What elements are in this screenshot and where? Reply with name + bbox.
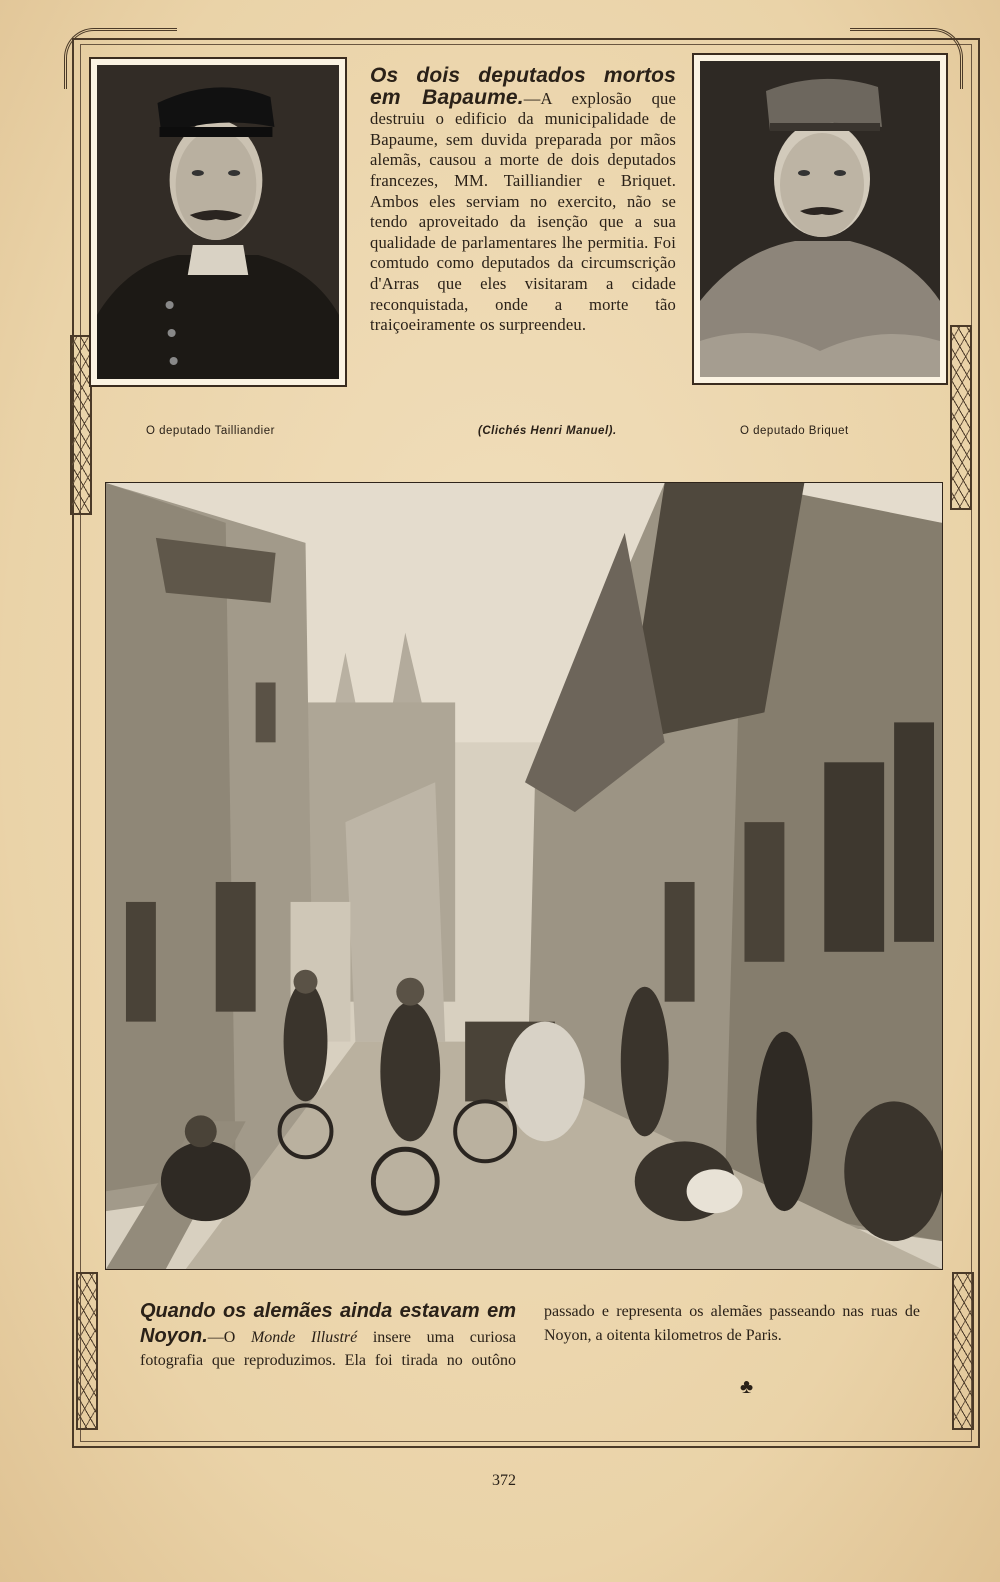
side-ornament-right-top — [950, 325, 972, 510]
side-ornament-left-bottom — [76, 1272, 98, 1430]
portrait-briquet — [692, 53, 948, 385]
portrait-tailliandier — [89, 57, 347, 387]
club-ornament-icon: ♣ — [740, 1376, 754, 1398]
page-number: 372 — [492, 1472, 516, 1489]
portrait-tailliandier-image — [97, 65, 339, 379]
portrait-briquet-image — [700, 61, 940, 377]
article-noyon-body-start: —O — [207, 1328, 251, 1346]
article-bapaume-body: —A explosão que destruiu o edificio da municipalidade de Bapaume, sem duvida preparada por mãos alemãs, causou a morte de dois deputados francezes, MM. Tailliandier e Briquet. Ambos eles serviam no exercito, não se tendo aproveitado da isenção que a sua qualidade de parlamentares lhe permitia. Foi comtudo como deputados da circumscrição d'Arras que eles visitaram a cidade reconquistada, onde a morte tão traiçoeiramente os surpreendeu. — [370, 88, 676, 335]
article-noyon-headline: Quando os alemães ainda estavam em Noyon. — [140, 1300, 516, 1347]
caption-tailliandier: O deputado Tailliandier — [146, 425, 275, 437]
noyon-street-photo — [105, 482, 943, 1270]
article-bapaume — [370, 66, 676, 336]
article-bapaume-headline: Os dois deputados mortos em Bapaume. — [370, 64, 676, 109]
article-noyon-col1 — [140, 1300, 920, 1396]
photo-credit: (Clichés Henri Manuel). — [478, 425, 617, 437]
noyon-street-image — [106, 483, 942, 1269]
publication-name: Monde Illustré — [250, 1328, 358, 1346]
article-noyon-body-end: insere uma curiosa fotografia que reproduzimos. Ela foi tirada no outôno passado e representa os alemães passeando nas ruas de Noyon, a oitenta kilometros de Paris. — [140, 1303, 920, 1370]
side-ornament-right-bottom — [952, 1272, 974, 1430]
caption-briquet: O deputado Briquet — [740, 425, 849, 437]
